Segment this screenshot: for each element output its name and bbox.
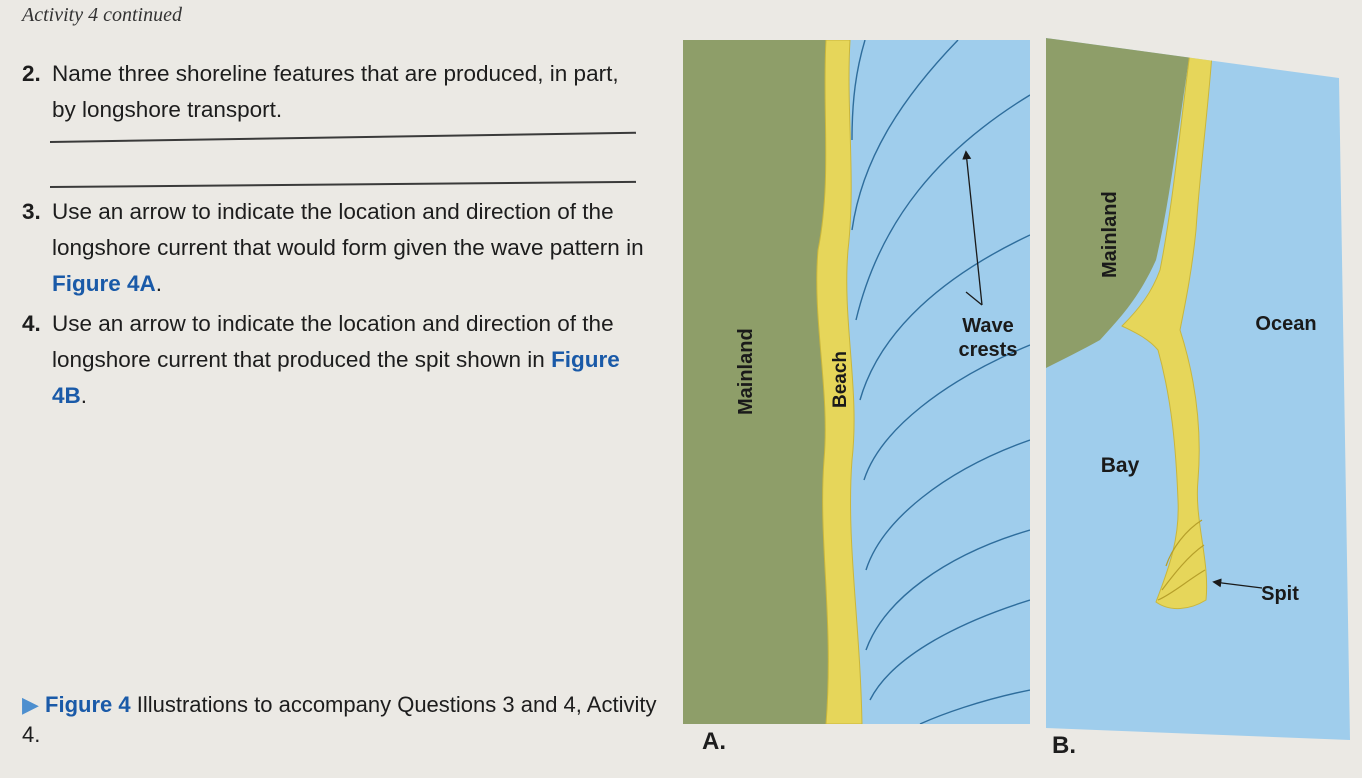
- question-text-body: Use an arrow to indicate the location and direction of the longshore current that would form given the wave pattern in: [52, 199, 644, 260]
- mainland-area-a: [683, 40, 831, 724]
- mainland-label-b: Mainland: [1099, 191, 1121, 278]
- question-number: 4.: [22, 311, 41, 336]
- spit-label: Spit: [1261, 583, 1299, 605]
- figure-a-letter: A.: [702, 728, 726, 755]
- caption-figure-label: Figure 4: [45, 692, 131, 717]
- question-number: 3.: [22, 199, 41, 224]
- figure-b: [1040, 30, 1360, 750]
- figure-b-letter: B.: [1052, 732, 1076, 759]
- figure-reference: Figure 4B: [52, 347, 620, 408]
- wave-crests-label-line-2: crests: [958, 339, 1018, 361]
- mainland-label-a: Mainland: [735, 328, 757, 415]
- wave-crests-label-line-1: Wave: [962, 315, 1014, 337]
- question-number: 2.: [22, 61, 41, 86]
- question-text-end: .: [80, 383, 88, 408]
- bay-label: Bay: [1100, 454, 1140, 477]
- figure-reference: Figure 4A: [52, 271, 156, 296]
- question-text-body: Use an arrow to indicate the location and direction of the longshore current that produced the spit shown in: [52, 311, 614, 372]
- activity-header: Activity 4 continued: [22, 4, 182, 26]
- beach-label: Beach: [830, 350, 851, 408]
- caption-triangle-icon: ▶: [22, 692, 39, 717]
- question-text-end: .: [155, 271, 163, 296]
- caption-text: Illustrations to accompany Questions 3 and 4, Activity 4.: [22, 692, 657, 747]
- ocean-label: Ocean: [1255, 313, 1317, 335]
- question-text: Name three shoreline features that are produced, in part, by longshore transport.: [52, 61, 619, 122]
